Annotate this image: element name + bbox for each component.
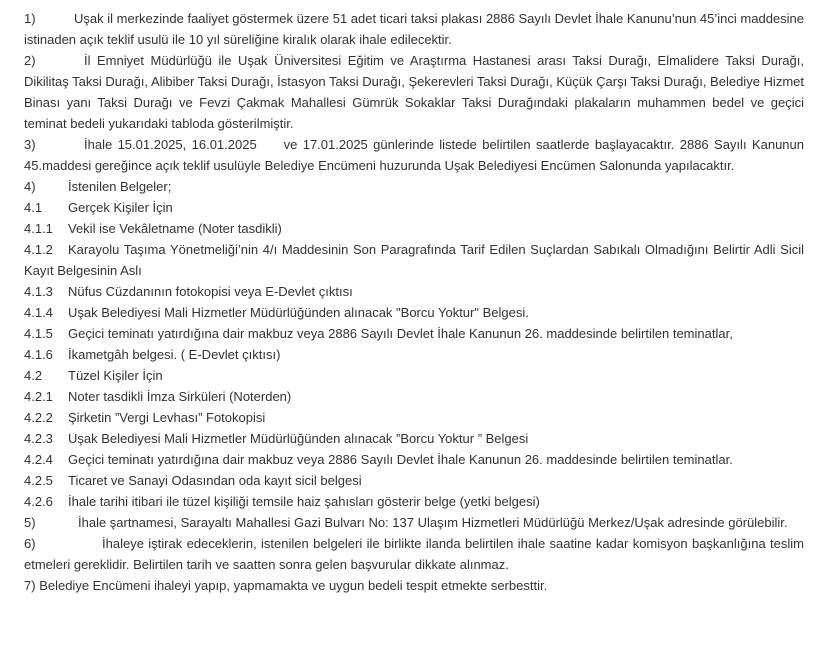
item-text: İhale tarihi itibari ile tüzel kişiliği temsile haiz şahısları gösterir belge (yetki belgesi)	[68, 494, 540, 509]
list-item	[24, 386, 804, 407]
list-item	[24, 239, 804, 281]
paragraph-2	[24, 50, 804, 134]
paragraph-number: 7)	[24, 578, 36, 593]
item-number: 4.1	[24, 200, 43, 215]
item-text: Geçici teminatı yatırdığına dair makbuz veya 2886 Sayılı Devlet İhale Kanunun 26. maddesinde belirtilen teminatlar.	[68, 452, 733, 467]
item-number: 4.2.1	[24, 389, 53, 404]
item-text: Uşak Belediyesi Mali Hizmetler Müdürlüğünden alınacak "Borcu Yoktur" Belgesi.	[68, 305, 529, 320]
paragraph-text: İhaleye iştirak edeceklerin, istenilen belgeleri ile birlikte ilanda belirtilen ihale saatine kadar komisyon başkanlığına teslim etmeleri gereklidir. Belirtilen tarih ve saatten sonra gelen başvurular dikkate alınmaz.	[24, 536, 804, 572]
item-number: 4.2.6	[24, 494, 53, 509]
paragraph-text: İhale 15.01.2025, 16.01.2025 ve 17.01.2025 günlerinde listede belirtilen saatlerde başlayacaktır. 2886 Sayılı Kanunun 45.maddesi gereğince açık teklif usulüyle Belediye Encümeni huzurunda Uşak Belediyesi Encümen Salonunda yapılacaktır.	[24, 137, 808, 173]
paragraph-text: Uşak il merkezinde faaliyet göstermek üzere 51 adet ticari taksi plakası 2886 Sayılı Devlet İhale Kanunu’nun 45’inci maddesine istinaden açık teklif usulü ile 10 yıl süreliğine kiralık olarak ihale edilecektir.	[24, 11, 804, 47]
list-item	[24, 470, 804, 491]
list-item	[24, 323, 804, 344]
list-item	[24, 428, 804, 449]
item-number: 4.2.2	[24, 410, 53, 425]
paragraph-5	[24, 512, 804, 533]
item-text: İkametgâh belgesi. ( E-Devlet çıktısı)	[68, 347, 281, 362]
item-number: 4.2.4	[24, 452, 53, 467]
item-number: 4.1.1	[24, 221, 53, 236]
list-item	[24, 449, 804, 470]
item-text: Şirketin ”Vergi Levhası” Fotokopisi	[68, 410, 266, 425]
paragraph-text: İstenilen Belgeler;	[68, 179, 172, 194]
item-text: Uşak Belediyesi Mali Hizmetler Müdürlüğünden alınacak ”Borcu Yoktur ” Belgesi	[68, 431, 529, 446]
list-item	[24, 197, 804, 218]
list-item	[24, 344, 804, 365]
paragraph-number: 1)	[24, 11, 36, 26]
item-number: 4.2	[24, 368, 43, 383]
list-item	[24, 302, 804, 323]
list-item	[24, 365, 804, 386]
item-number: 4.2.5	[24, 473, 53, 488]
item-number: 4.1.6	[24, 347, 53, 362]
list-item	[24, 281, 804, 302]
item-number: 4.1.4	[24, 305, 53, 320]
item-text: Tüzel Kişiler İçin	[68, 368, 163, 383]
paragraph-text: Belediye Encümeni ihaleyi yapıp, yapmamakta ve uygun bedeli tespit etmekte serbesttir.	[39, 578, 548, 593]
item-text: Vekil ise Vekâletname (Noter tasdikli)	[68, 221, 282, 236]
paragraph-number: 3)	[24, 137, 36, 152]
paragraph-1	[24, 8, 804, 50]
item-number: 4.2.3	[24, 431, 53, 446]
item-number: 4.1.3	[24, 284, 53, 299]
paragraph-4	[24, 176, 804, 197]
paragraph-number: 6)	[24, 536, 36, 551]
paragraph-number: 2)	[24, 53, 36, 68]
item-number: 4.1.2	[24, 242, 53, 257]
list-item	[24, 407, 804, 428]
list-item	[24, 491, 804, 512]
item-text: Gerçek Kişiler İçin	[68, 200, 173, 215]
item-text: Nüfus Cüzdanının fotokopisi veya E-Devlet çıktısı	[68, 284, 353, 299]
list-item	[24, 218, 804, 239]
item-text: Karayolu Taşıma Yönetmeliği’nin 4/ı Maddesinin Son Paragrafında Tarif Edilen Suçlardan Sabıkalı Olmadığını Belirtir Adli Sicil Kayıt Belgesinin Aslı	[24, 242, 804, 278]
paragraph-number: 5)	[24, 515, 36, 530]
item-text: Geçici teminatı yatırdığına dair makbuz veya 2886 Sayılı Devlet İhale Kanunun 26. maddesinde belirtilen teminatlar,	[68, 326, 733, 341]
paragraph-text: İhale şartnamesi, Sarayaltı Mahallesi Gazi Bulvarı No: 137 Ulaşım Hizmetleri Müdürlüğü Merkez/Uşak adresinde görülebilir.	[78, 515, 788, 530]
item-text: Ticaret ve Sanayi Odasından oda kayıt sicil belgesi	[68, 473, 362, 488]
paragraph-number: 4)	[24, 179, 36, 194]
paragraph-3	[24, 134, 808, 176]
paragraph-6	[24, 533, 804, 575]
paragraph-text: İl Emniyet Müdürlüğü ile Uşak Üniversitesi Eğitim ve Araştırma Hastanesi arası Taksi Durağı, Elmalidere Taksi Durağı, Dikilitaş Taksi Durağı, Alibiber Taksi Durağı, İstasyon Taksi Durağı, Şekerevleri Taksi Durağı, Küçük Çarşı Taksi Durağı, Belediye Hizmet Binası yanı Taksi Durağı ve Fevzi Çakmak Mahallesi Gümrük Sokaklar Taksi Durağındaki plakaların muhammen bedel ve geçici teminat bedeli yukarıdaki tabloda gösterilmiştir.	[24, 53, 804, 131]
paragraph-7	[24, 575, 804, 596]
item-text: Noter tasdikli İmza Sirküleri (Noterden)	[68, 389, 292, 404]
item-number: 4.1.5	[24, 326, 53, 341]
